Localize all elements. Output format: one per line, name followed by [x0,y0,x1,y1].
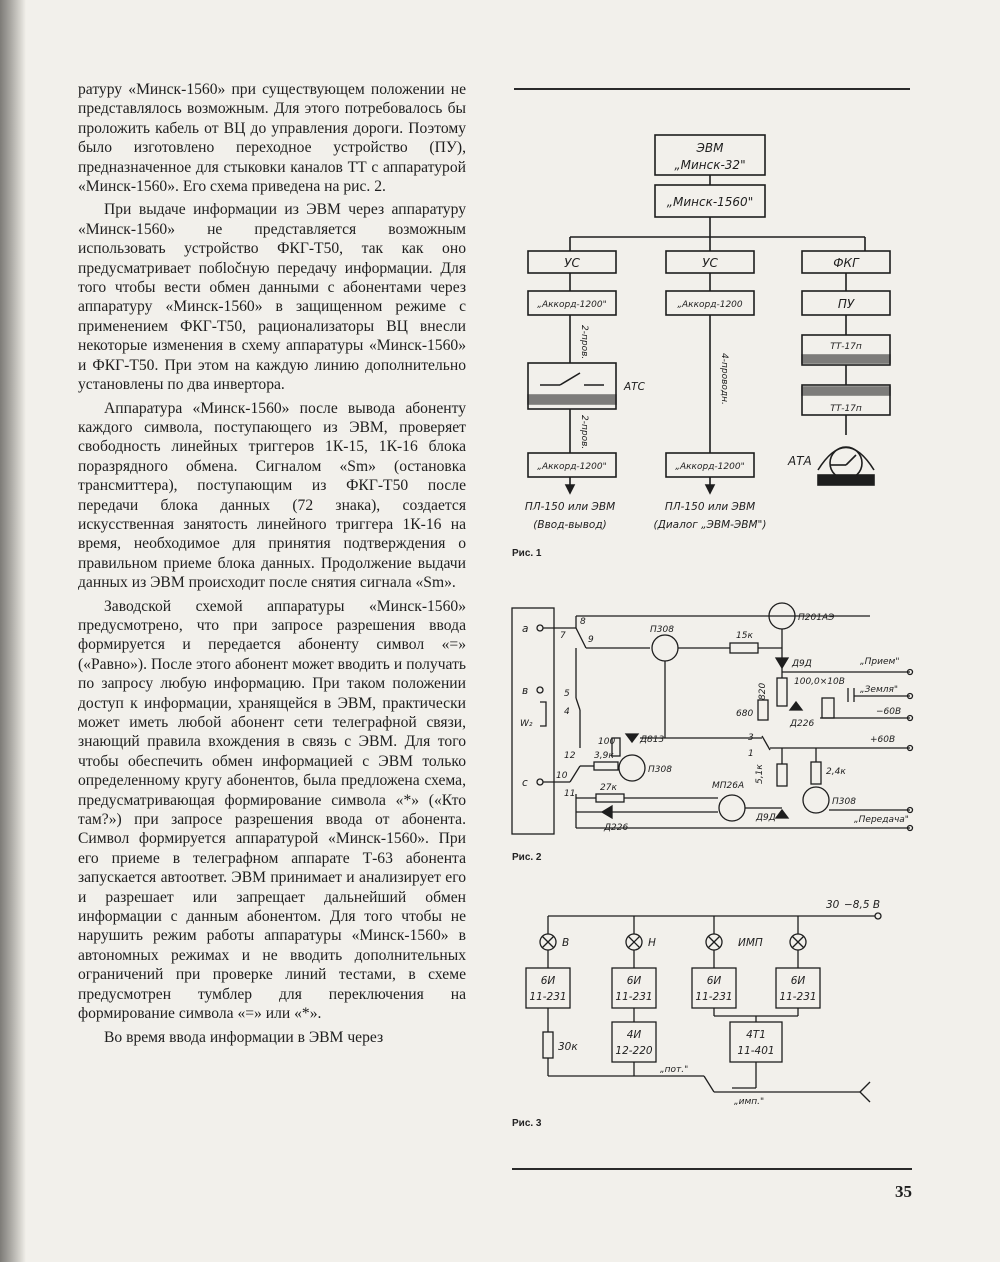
label-fkg: ФКГ [833,256,859,270]
label-r-27k: 27к [600,783,617,793]
label-r-24k: 2,4к [826,767,846,777]
label-chip4-b: 11-231 [779,991,817,1003]
term-a: а [522,623,529,635]
pin-5: 5 [564,689,570,699]
label-d-d226a: Д226 [790,719,815,729]
diode-d226b [602,806,612,818]
label-sw-imp: „имп." [734,1097,765,1107]
label-t-p308b: П308 [648,765,672,775]
paragraph-1: ратуру «Минск-1560» при существующем положении не представлялось возможным. Для этого потребовалось бы проложить кабель от ВЦ до управления дороги. Поэтому было изготовлено переходное устройство (ПУ), предназначенное для стыковки каналов ТТ с аппаратурой «Минск-1560». Его схема приведена на рис. 2. [78,81,466,196]
label-out-2a: ПЛ-150 или ЭВМ [664,501,756,513]
label-chip6-a: 4Т1 [746,1029,766,1041]
label-lamp-v: В [562,937,570,949]
label-ata: АТА [788,454,812,468]
label-wire-2b: 2-пров. [579,415,589,450]
label-r-680: 680 [736,709,754,719]
transistor-mp26 [719,795,745,821]
label-supply-v: −8,5 В [844,899,881,911]
label-chip3-a: 6И [706,975,722,987]
label-r-820: 820 [758,682,768,700]
label-tt17-2: ТТ-17п [830,404,862,414]
label-d-d9d: Д9Д [792,659,812,669]
term-c: с [522,777,528,789]
label-w2: W₂ [520,719,533,729]
label-akkord-4: „Аккорд-1200" [675,462,745,472]
pin-9: 9 [588,635,594,645]
label-zemlya: „Земля" [860,685,899,695]
label-priem: „Прием" [860,657,900,667]
label-akkord-1: „Аккорд-1200" [537,300,607,310]
ats-hatch [528,395,616,404]
label-chip2-a: 6И [626,975,642,987]
label-t-p308c: П308 [832,797,856,807]
label-us-1: УС [564,256,580,270]
label-v-m60: −60В [876,707,902,717]
connector-block [512,608,554,834]
pin-11: 11 [564,789,576,799]
label-r-51k: 5,1к [755,764,765,784]
resistor-15k [730,643,758,653]
label-wire-4: 4-проводн. [719,353,729,405]
label-minsk32: „Минск-32" [674,158,746,172]
transistor-p308-a [652,635,678,661]
ata-telephone [818,448,874,471]
resistor-24k [811,762,821,784]
resistor-820 [777,678,787,706]
label-r-39k: 3,9к [594,751,614,761]
label-out-1a: ПЛ-150 или ЭВМ [524,501,616,513]
label-v-p60: +60В [870,735,896,745]
label-chip6-b: 11-401 [737,1045,775,1057]
pin-8: 8 [580,617,586,627]
label-minsk1560: „Минск-1560" [666,195,754,209]
top-rule [514,88,910,90]
resistor-680 [758,700,768,720]
label-out-1b: (Ввод-вывод) [533,519,607,531]
label-t-p201: П201АЭ [798,613,835,623]
label-lamp-n: Н [648,937,656,949]
bottom-rule [512,1168,912,1170]
resistor-27k [596,794,624,802]
label-r-15k: 15к [736,631,753,641]
transistor-p308-b [619,755,645,781]
term-b: в [522,685,529,697]
page-number: 35 [895,1182,912,1201]
pin-10: 10 [556,771,568,781]
caption-fig-1: Рис. 1 [512,548,542,559]
label-d-d9d2: Д9Д [756,813,776,823]
figure-1-block-diagram [500,125,930,545]
diode-d9d [776,658,788,668]
label-chip3-b: 11-231 [695,991,733,1003]
label-peredacha: „Передача" [854,815,909,825]
label-pu: ПУ [837,297,855,311]
pin-12: 12 [564,751,576,761]
label-c-100: 100,0×10В [794,677,845,687]
resistor-30k [543,1032,553,1058]
label-ats: АТС [624,381,645,393]
pin-7: 7 [560,631,566,641]
paragraph-2: При выдаче информации из ЭВМ через аппаратуру «Минск-1560» не представляется возможным использовать устройство ФКГ-Т50, так как оно предусматривает побločную передачу информации. Для того чтобы вести обмен данными с абонентами через аппаратуру «Минск-1560» в защищенном режиме с применением ФКГ-Т50, рационализаторы ВЦ внесли некоторые изменения в схему аппаратуры «Минск-1560» и ФКГ-Т50. При этом на каждую линию дополнительно установлены по два инвертора. [78,201,466,394]
label-d-d226b: Д226 [604,823,629,833]
paragraph-3: Аппаратура «Минск-1560» после вывода абоненту каждого символа, поступающего из ЭВМ, проверяет свободность линейных триггеров 1К-15, 1К-16 блока поразрядного обмена. Сигналом «Sm» (остановка трансмиттера), поступающим из ФКГ-Т50 после передачи блока данных (72 знака), создается искусственная занятость линейного триггера 1К-16 на время, необходимое для принятия подтверждения о правильном приеме блока данных. Продолжение выдачи данных из ЭВМ происходит после снятия сигнала «Sm». [78,399,466,592]
label-evm: ЭВМ [696,141,724,155]
label-sw-pot: „пот." [660,1065,689,1075]
label-akkord-3: „Аккорд-1200" [537,462,607,472]
label-supply-pin: 30 [826,899,840,911]
pin-3: 3 [748,733,754,743]
label-t-mp26: МП26А [712,781,745,791]
label-wire-2a: 2-пров. [579,325,589,360]
article-text-column [78,80,466,1051]
resistor-51k [777,764,787,786]
caption-fig-3: Рис. 3 [512,1118,542,1129]
label-out-2b: (Диалог „ЭВМ-ЭВМ") [653,519,767,531]
paragraph-4: Заводской схемой аппаратуры «Минск-1560» предусмотрено, что при запросе разрешения ввода формируется и передается абоненту символ «=» («Равно»). После этого абонент может вводить и получать по запросу любую информацию. При таком положении доступ к информации, хранящейся в ЭВМ, практически может иметь любой абонент сети телеграфной связи, знающий правила вхождения в связь с ЭВМ. Для того чтобы обеспечить обмен информацией с ЭВМ только определенному кругу абонентов, была предложена схема, предусматривающая формирование символа «*» («Кто там?») при запросе разрешения ввода от абонента. Символ формируется аппаратурой «Минск-1560». При его приеме в телеграфном аппарате Т-63 абонента запускается автоответ. ЭВМ принимает и анализирует его и разрешает или запрещает дальнейший обмен информации с данным абонентом. Для того чтобы не нарушить режим работы аппаратуры «Минск-1560» в автономных режимах и не вводить дополнительных ограничений при проверке линий тестами, в схеме предусмотрен тумблер для переключения на формирование символа «=» или «*». [78,597,466,1023]
label-tt17-1: ТТ-17п [830,342,862,352]
pin-1: 1 [748,749,754,759]
figure-3-logic [500,892,930,1112]
caption-fig-2: Рис. 2 [512,852,542,863]
paragraph-5: Во время ввода информации в ЭВМ через [104,1028,384,1046]
label-chip4-a: 6И [790,975,806,987]
figure-2-circuit [500,598,930,846]
label-chip1-b: 11-231 [529,991,567,1003]
label-chip5-b: 12-220 [615,1045,653,1057]
label-r-100: 100 [598,737,616,747]
transistor-p308-c [803,787,829,813]
label-t-p308a: П308 [650,625,674,635]
binding-shadow [0,0,26,1262]
zener-d813 [626,734,638,742]
label-chip2-b: 11-231 [615,991,653,1003]
label-r-30k: 30к [558,1041,578,1053]
capacitor-box [822,698,834,718]
label-chip1-a: 6И [540,975,556,987]
label-chip5-a: 4И [626,1029,642,1041]
label-lamp-imp: ИМП [738,937,763,949]
label-d-d813: Д813 [640,735,665,745]
label-us-2: УС [702,256,718,270]
label-akkord-2: „Аккорд-1200 [677,300,743,310]
pin-4: 4 [564,707,570,717]
